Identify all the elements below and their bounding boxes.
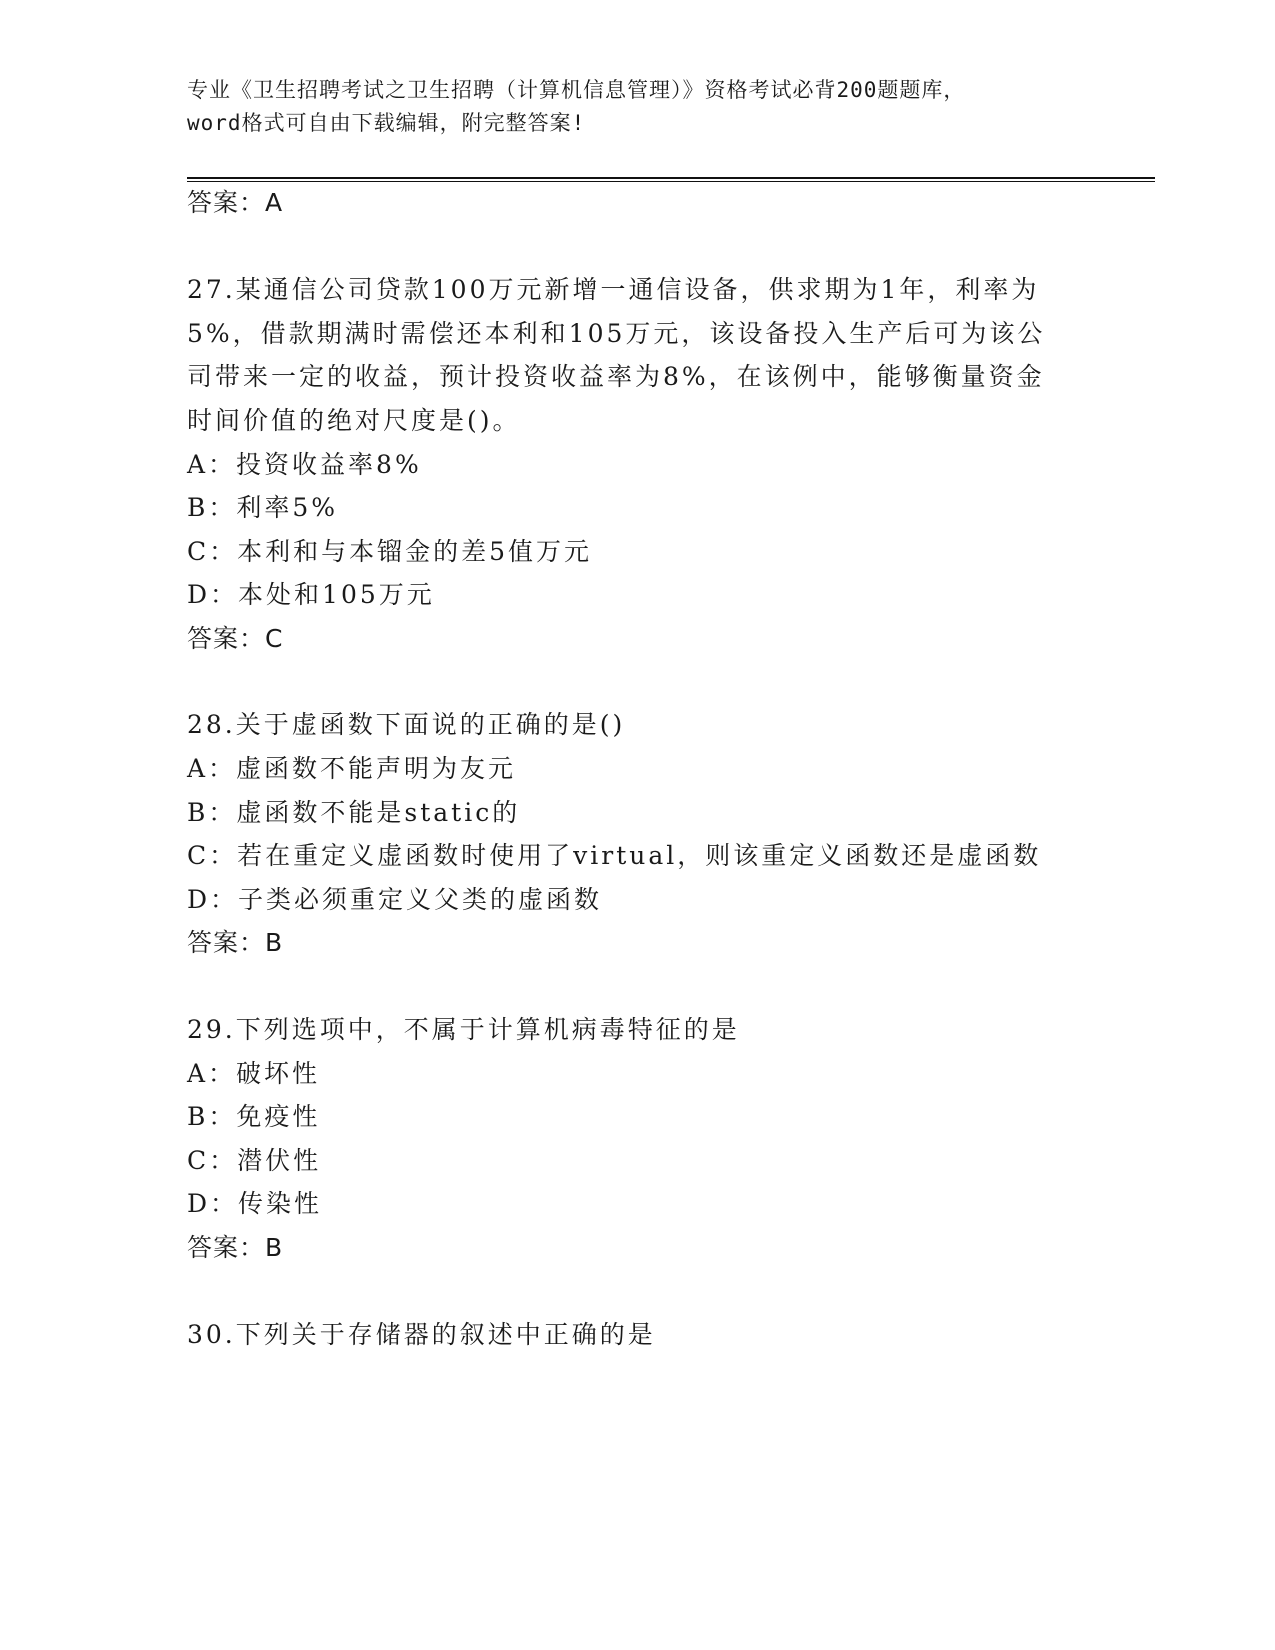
question-28-option-c: C：若在重定义虚函数时使用了virtual，则该重定义函数还是虚函数 [187,841,1042,870]
question-27-option-b: B：利率5% [187,493,339,522]
question-27-stem-line-3: 司带来一定的收益，预计投资收益率为8%，在该例中，能够衡量资金 [187,362,1045,391]
question-29-option-b: B：免疫性 [187,1102,321,1131]
question-27-answer: 答案：C [187,624,284,653]
question-27-option-d: D：本处和105万元 [187,580,435,609]
header-title-line-2: word格式可自由下载编辑，附完整答案! [187,111,586,135]
question-29-answer: 答案：B [187,1233,284,1262]
answer-26: 答案：A [187,188,284,217]
question-29-stem: 29.下列选项中，不属于计算机病毒特征的是 [187,1015,740,1044]
question-28-option-d: D：子类必须重定义父类的虚函数 [187,885,603,914]
question-28-stem: 28.关于虚函数下面说的正确的是() [187,710,626,739]
question-29-option-a: A：破坏性 [187,1059,321,1088]
question-27-option-c: C：本利和与本镏金的差5值万元 [187,537,593,566]
question-28-answer: 答案：B [187,928,284,957]
question-27-stem-line-4: 时间价值的绝对尺度是()。 [187,406,521,435]
header-divider-thin [187,181,1155,182]
question-27-stem-line-1: 27.某通信公司贷款100万元新增一通信设备，供求期为1年，利率为 [187,275,1040,304]
header-title-line-1: 专业《卫生招聘考试之卫生招聘（计算机信息管理）》资格考试必背200题题库， [187,78,966,102]
question-29-option-c: C：潜伏性 [187,1146,322,1175]
question-29-option-d: D：传染性 [187,1189,323,1218]
question-28-option-b: B：虚函数不能是static的 [187,798,521,827]
document-header [187,74,1087,140]
header-divider-thick [187,177,1155,179]
question-27-option-a: A：投资收益率8% [187,450,422,479]
question-27-stem-line-2: 5%，借款期满时需偿还本利和105万元，该设备投入生产后可为该公 [187,319,1046,348]
question-28-option-a: A：虚函数不能声明为友元 [187,754,517,783]
question-30-stem: 30.下列关于存储器的叙述中正确的是 [187,1320,656,1349]
